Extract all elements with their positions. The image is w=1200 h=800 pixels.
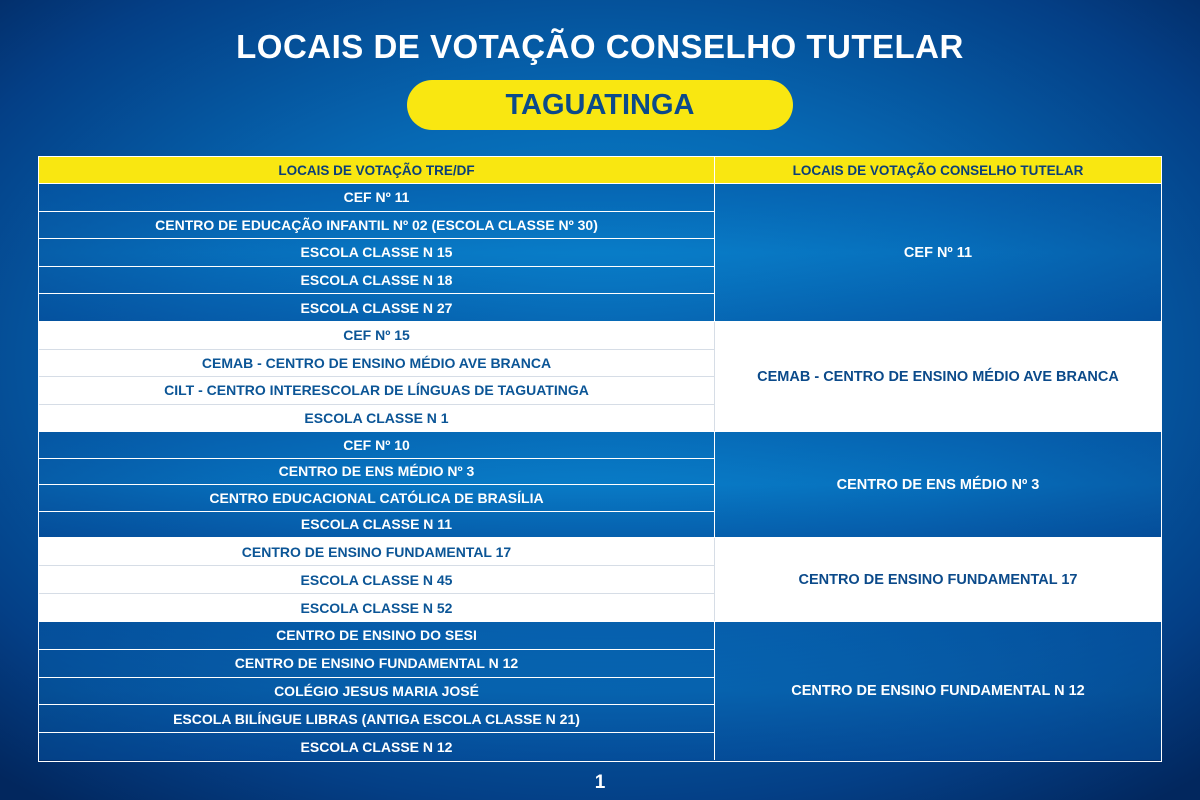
table-row: COLÉGIO JESUS MARIA JOSÉ <box>39 678 714 706</box>
table-row: CENTRO DE EDUCAÇÃO INFANTIL Nº 02 (ESCOLA CLASSE Nº 30) <box>39 212 714 240</box>
table-row: CEMAB - CENTRO DE ENSINO MÉDIO AVE BRANCA <box>39 350 714 378</box>
table-row: CENTRO DE ENSINO DO SESI <box>39 622 714 650</box>
voting-locations-table <box>38 156 1162 762</box>
table-row: ESCOLA BILÍNGUE LIBRAS (ANTIGA ESCOLA CLASSE N 21) <box>39 705 714 733</box>
table-row: CEF Nº 10 <box>39 432 714 459</box>
tre-location-list <box>39 184 715 321</box>
tre-location-list <box>39 322 715 431</box>
table-row: ESCOLA CLASSE N 1 <box>304 409 449 426</box>
table-row: ESCOLA CLASSE N 12 <box>300 738 453 755</box>
table-row: CENTRO DE ENS MÉDIO Nº 3 <box>39 459 714 486</box>
table-row: CENTRO DE ENSINO FUNDAMENTAL 17 <box>39 538 714 566</box>
table-row: CILT - CENTRO INTERESCOLAR DE LÍNGUAS DE TAGUATINGA <box>39 377 714 405</box>
table-row: ESCOLA CLASSE N 52 <box>300 599 453 616</box>
table-row: ESCOLA CLASSE N 45 <box>39 566 714 594</box>
header-council-locations: LOCAIS DE VOTAÇÃO CONSELHO TUTELAR <box>792 162 1084 178</box>
tre-location-list <box>39 538 715 621</box>
location-group <box>39 431 1161 537</box>
tre-location-list <box>39 622 715 760</box>
table-row: CENTRO EDUCACIONAL CATÓLICA DE BRASÍLIA <box>39 485 714 512</box>
council-location: CENTRO DE ENS MÉDIO Nº 3 <box>836 476 1040 493</box>
location-group <box>39 621 1161 760</box>
table-header <box>39 157 1161 183</box>
table-row: ESCOLA CLASSE N 15 <box>39 239 714 267</box>
location-group <box>39 537 1161 621</box>
page-number: 1 <box>594 772 606 793</box>
council-location: CENTRO DE ENSINO FUNDAMENTAL N 12 <box>791 683 1085 699</box>
table-row: ESCOLA CLASSE N 18 <box>39 267 714 295</box>
table-row: CEF Nº 11 <box>39 184 714 212</box>
tre-location-list <box>39 432 715 537</box>
region-badge: TAGUATINGA <box>407 80 793 130</box>
council-location: CEF Nº 11 <box>903 244 973 261</box>
location-group <box>39 321 1161 431</box>
table-row: CEF Nº 15 <box>39 322 714 350</box>
table-row: ESCOLA CLASSE N 27 <box>300 299 453 316</box>
table-row: CENTRO DE ENSINO FUNDAMENTAL N 12 <box>39 650 714 678</box>
table-row: ESCOLA CLASSE N 11 <box>300 516 453 533</box>
council-location: CENTRO DE ENSINO FUNDAMENTAL 17 <box>798 571 1078 588</box>
council-location: CEMAB - CENTRO DE ENSINO MÉDIO AVE BRANCA <box>757 368 1119 385</box>
header-tre-locations: LOCAIS DE VOTAÇÃO TRE/DF <box>39 157 715 183</box>
location-group <box>39 183 1161 321</box>
page-title: LOCAIS DE VOTAÇÃO CONSELHO TUTELAR <box>236 28 964 65</box>
